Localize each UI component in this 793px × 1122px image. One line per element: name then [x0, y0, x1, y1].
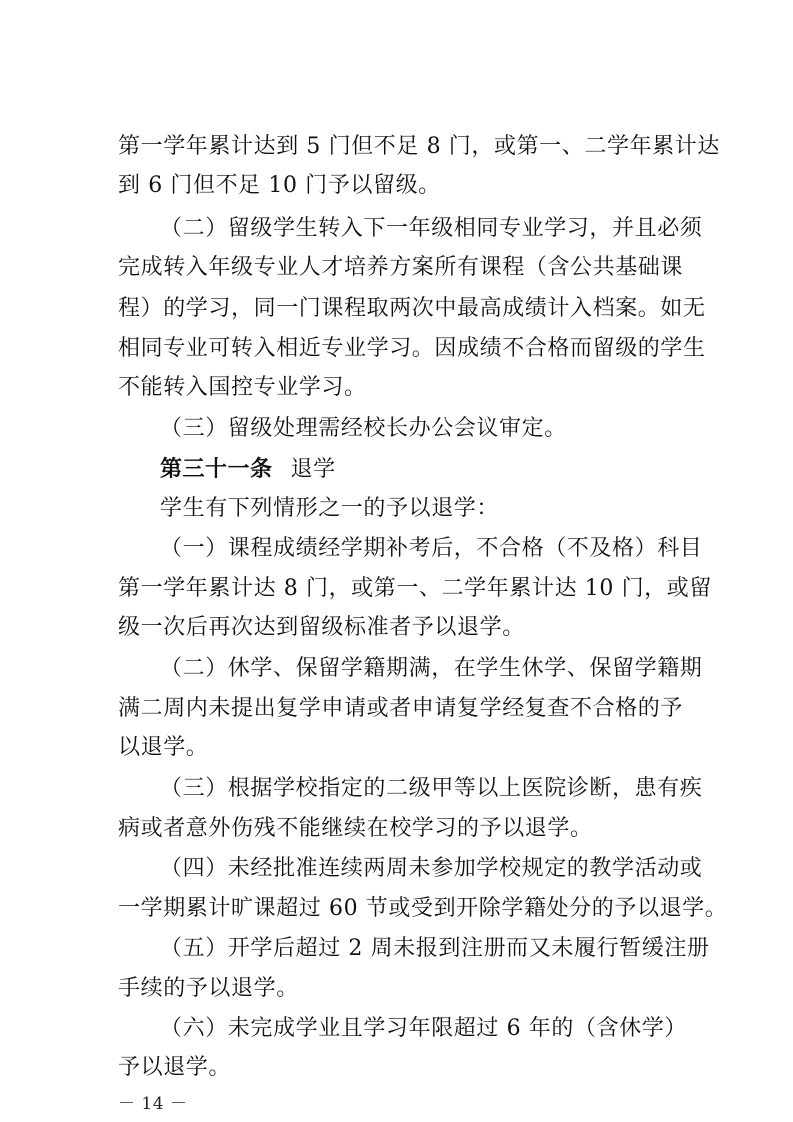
article-heading — [160, 452, 720, 487]
text-line: （二）留级学生转入下一年级相同专业学习，并且必须 — [160, 216, 703, 241]
text-line: （二）休学、保留学籍期满，在学生休学、保留学籍期 — [160, 656, 703, 681]
text-line: 以退学。 — [118, 735, 209, 760]
text-line: （一）课程成绩经学期补考后，不合格（不及格）科目 — [160, 536, 703, 561]
text-line: 第一学年累计达 8 门，或第一、二学年累计达 10 门，或留 — [118, 576, 712, 601]
text-line: 予以退学。 — [118, 1055, 232, 1080]
text-line: 到 6 门但不足 10 门予以留级。 — [118, 173, 441, 198]
text-line: （三）留级处理需经校长办公会议审定。 — [160, 416, 567, 441]
page-number: － 14 － — [118, 1094, 188, 1114]
text-line: 相同专业可转入相近专业学习。因成绩不合格而留级的学生 — [118, 336, 706, 361]
text-line: （六）未完成学业且学习年限超过 6 年的（含休学） — [160, 1016, 687, 1041]
text-line: 手续的予以退学。 — [118, 976, 299, 1001]
text-line: 第一学年累计达到 5 门但不足 8 门，或第一、二学年累计达 — [118, 134, 720, 159]
text-line: 学生有下列情形之一的予以退学： — [160, 496, 500, 521]
text-line: 级一次后再次达到留级标准者予以退学。 — [118, 615, 525, 640]
text-line: 满二周内未提出复学申请或者申请复学经复查不合格的予 — [118, 696, 684, 721]
text-line: 程）的学习，同一门课程取两次中最高成绩计入档案。如无 — [118, 296, 706, 321]
text-line: （三）根据学校指定的二级甲等以上医院诊断，患有疾 — [160, 776, 703, 801]
text-line: 完成转入年级专业人才培养方案所有课程（含公共基础课 — [118, 255, 684, 280]
article-number: 第三十一条 — [160, 456, 273, 482]
text-line: （四）未经批准连续两周未参加学校规定的教学活动或 — [160, 856, 703, 881]
article-title: 退学 — [290, 457, 336, 482]
text-line: 不能转入国控专业学习。 — [118, 375, 367, 400]
text-line: （五）开学后超过 2 周未报到注册而又未履行暂缓注册 — [160, 936, 710, 961]
text-line: 病或者意外伤残不能继续在校学习的予以退学。 — [118, 816, 593, 841]
text-line: 一学期累计旷课超过 60 节或受到开除学籍处分的予以退学。 — [118, 896, 728, 921]
